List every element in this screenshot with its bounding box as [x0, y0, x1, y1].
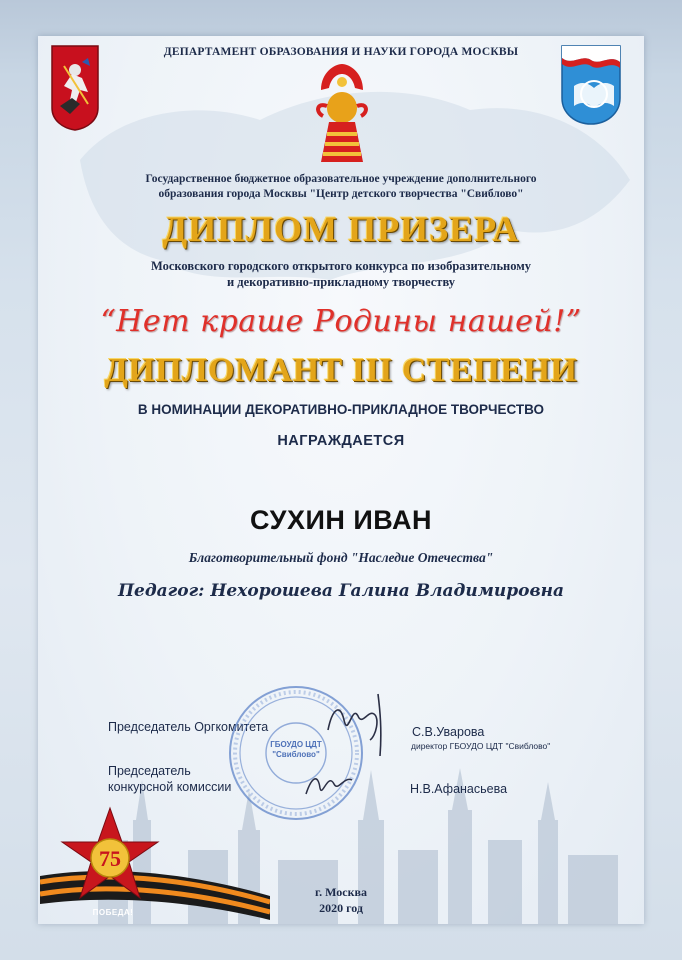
chair-org-label: Председатель Оргкомитета: [108, 720, 269, 734]
contest-line-2: и декоративно-прикладному творчеству: [226, 275, 456, 289]
svg-text:75: 75: [99, 846, 121, 871]
recipient-organization: Благотворительный фонд "Наследие Отечества": [188, 550, 494, 565]
footer-city: г. Москва: [315, 885, 367, 899]
contest-line-1: Московского городского открытого конкурса по изобразительному: [150, 259, 532, 273]
chair-org-title: директор ГБОУДО ЦДТ "Свиблово": [411, 741, 551, 751]
institution-line-2: образования города Москвы "Центр детского творчества "Свиблово": [158, 188, 524, 200]
footer-place-date: [291, 884, 391, 916]
signature-uvarova: [318, 690, 398, 760]
institution-line-1: Государственное бюджетное образовательное учреждение дополнительного: [145, 173, 537, 185]
ribbon-text: ПОБЕДА!: [92, 908, 134, 917]
nomination-text: В НОМИНАЦИИ ДЕКОРАТИВНО-ПРИКЛАДНОЕ ТВОРЧЕСТВО: [137, 402, 545, 417]
institution-text: [0, 172, 682, 202]
recipient-name: СУХИН ИВАН: [250, 505, 432, 535]
folk-doll-emblem-icon: [313, 62, 371, 164]
department-heading: ДЕПАРТАМЕНТ ОБРАЗОВАНИЯ И НАУКИ ГОРОДА МОСКВЫ: [163, 46, 519, 58]
victory-75-emblem: [40, 804, 270, 924]
diploma-degree: ДИПЛОМАНТ III СТЕПЕНИ: [104, 352, 578, 389]
st-george-ribbon-icon: [40, 804, 270, 924]
chair-org-name: С.В.Уварова: [412, 725, 485, 739]
awarded-label: НАГРАЖДАЕТСЯ: [277, 433, 405, 449]
diploma-title: ДИПЛОМ ПРИЗЕРА: [162, 209, 520, 249]
stamp-center-line-2: "Свиблово": [272, 750, 320, 759]
signature-afanasyeva: [300, 766, 360, 802]
contest-description: [0, 258, 682, 290]
chair-jury-name: Н.В.Афанасьева: [410, 782, 508, 796]
stamp-center-line-1: ГБОУДО ЦДТ: [270, 740, 322, 749]
contest-slogan: “Нет краше Родины нашей!”: [100, 304, 582, 339]
chair-jury-label-line-2: конкурсной комиссии: [108, 780, 232, 794]
footer-year: 2020 год: [319, 901, 363, 915]
chair-jury-label-line-1: Председатель: [108, 764, 191, 778]
teacher-name: Педагог: Нехорошева Галина Владимировна: [117, 581, 565, 601]
